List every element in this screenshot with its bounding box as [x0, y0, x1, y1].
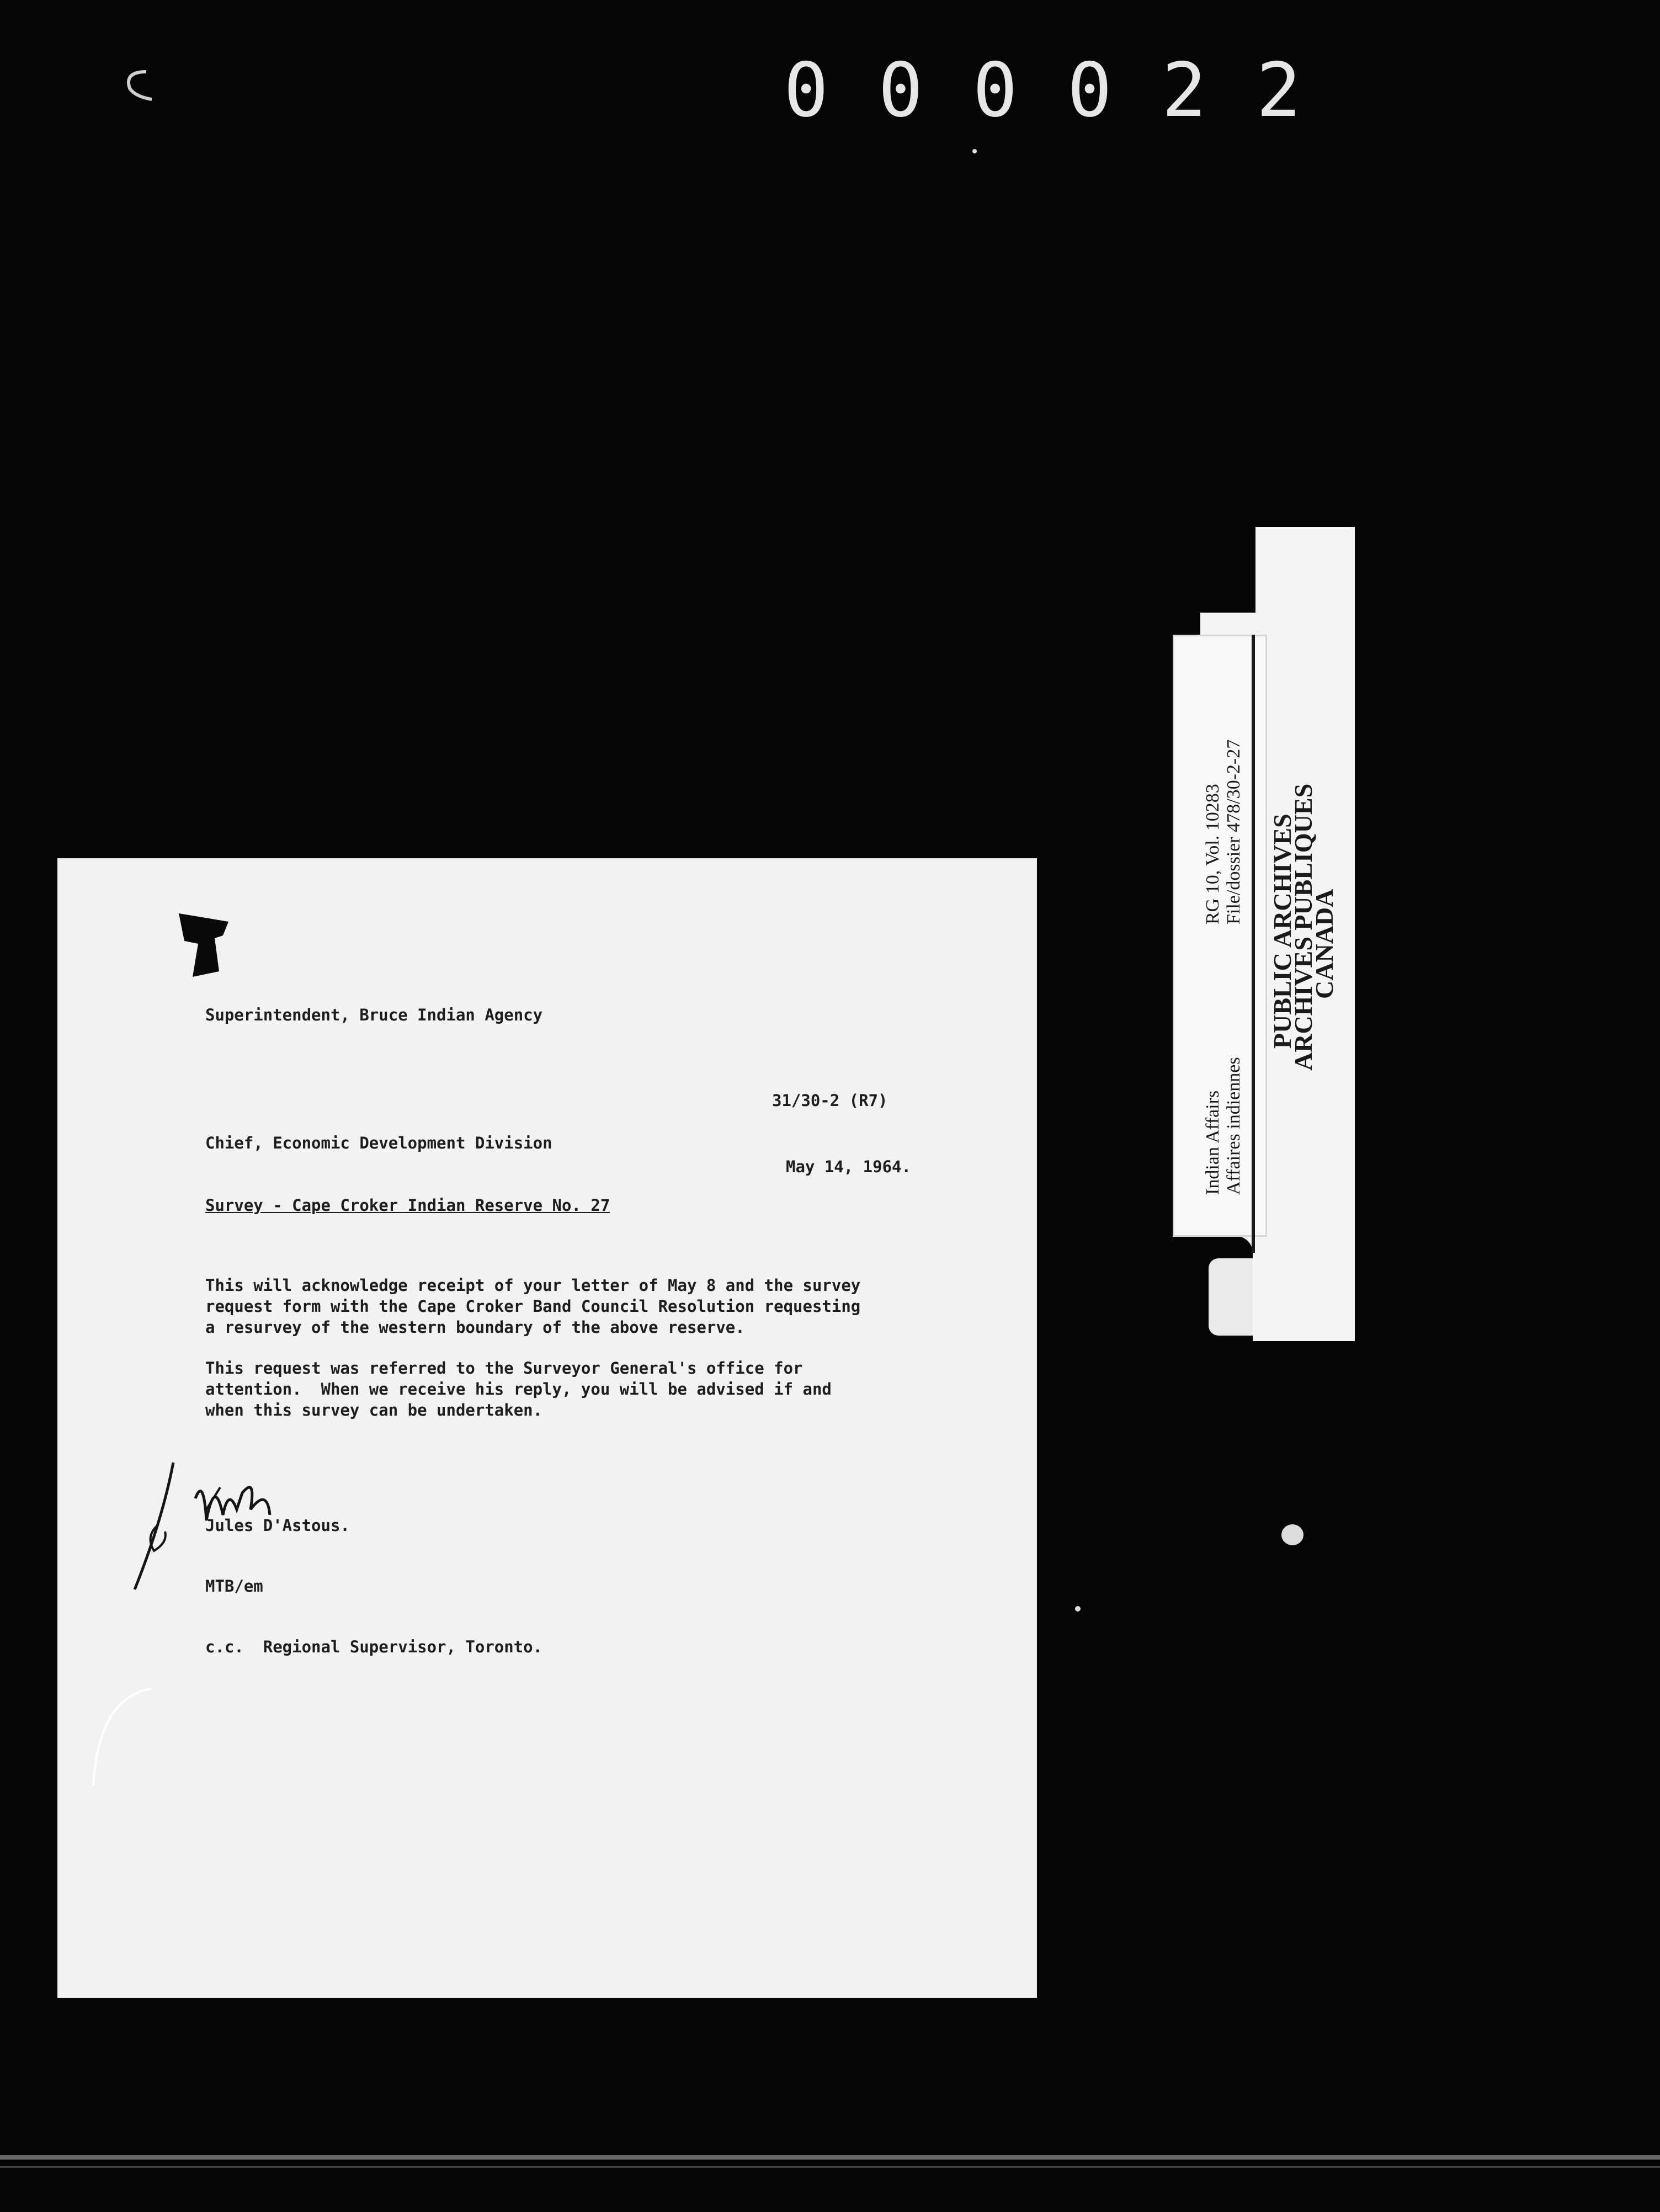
letter-date: May 14, 1964.	[786, 1157, 911, 1176]
film-scratch	[119, 66, 157, 105]
dust-speck	[1075, 1606, 1081, 1612]
dust-speck	[972, 149, 977, 153]
subject-line: Survey - Cape Croker Indian Reserve No. 27	[205, 1196, 610, 1215]
file-reference: 31/30-2 (R7)	[772, 1091, 888, 1110]
label-country: CANADA	[1310, 889, 1338, 999]
label-archives-fr: ARCHIVES PUBLIQUES	[1289, 783, 1317, 1071]
label-file-ref: File/dossier 478/30-2-27	[1223, 739, 1244, 924]
archive-label-notch	[1200, 527, 1255, 613]
archive-label-divider	[1252, 635, 1255, 1253]
film-edge	[0, 2166, 1660, 2168]
label-rg-volume: RG 10, Vol. 10283	[1203, 784, 1223, 924]
frame-number: 000022	[784, 47, 1351, 134]
body-paragraph-2: This request was referred to the Surveyor General's office for attention. When we receive his reply, you will be advised if and when this survey can be undertaken.	[205, 1359, 832, 1419]
addressee: Superintendent, Bruce Indian Agency	[205, 1006, 543, 1024]
label-archives-en: PUBLIC ARCHIVES	[1268, 813, 1296, 1049]
film-scratch	[88, 1686, 154, 1791]
body-paragraph-1: This will acknowledge receipt of your letter of May 8 and the survey request form with the Cape Croker Band Council Resolution requesting a resurvey of the western boundary of the above reserve.	[205, 1276, 861, 1337]
label-dept-fr: Affaires indiennes	[1223, 1057, 1244, 1195]
archive-label-tab	[1209, 1258, 1253, 1336]
label-dept-en: Indian Affairs	[1203, 1090, 1223, 1195]
carbon-copy-line: c.c. Regional Supervisor, Toronto.	[205, 1637, 543, 1656]
letter-page	[57, 858, 1037, 1998]
paper-clip-shadow	[176, 911, 231, 980]
typist-initials: MTB/em	[205, 1577, 263, 1596]
sender: Chief, Economic Development Division	[205, 1134, 552, 1152]
film-edge	[0, 2155, 1660, 2160]
signer-name: Jules D'Astous.	[205, 1516, 350, 1535]
dust-speck	[1281, 1524, 1303, 1545]
